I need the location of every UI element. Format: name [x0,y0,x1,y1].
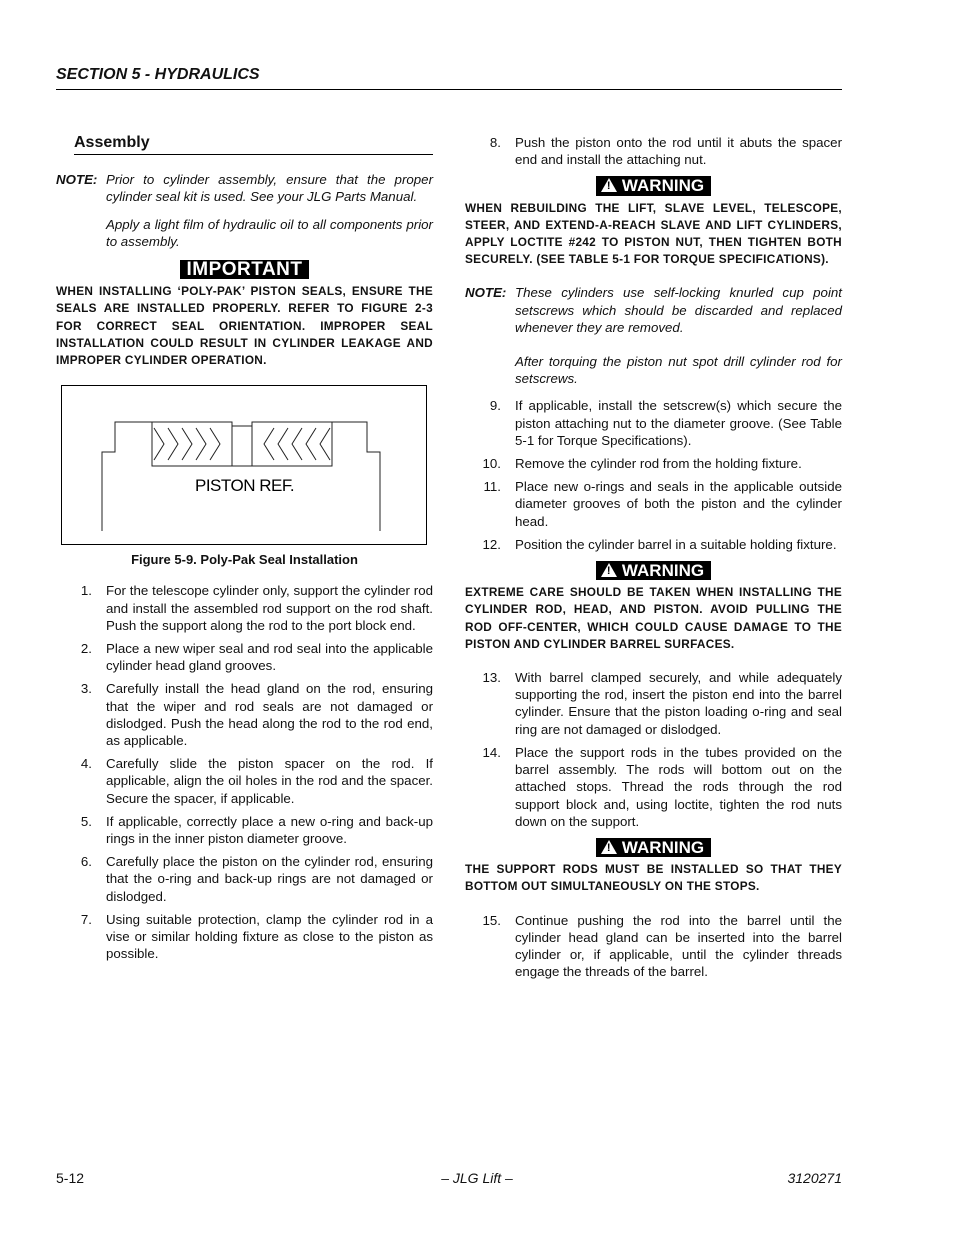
step-8-list [465,134,842,168]
step-text: Using suitable protection, clamp the cylinder rod in a vise or similar holding fixture as close to the piston as possible. [106,911,433,962]
step-number: 1. [80,583,92,599]
list-item [465,478,842,530]
figure-label: PISTON REF. [195,476,295,496]
step-number: 2. [80,641,92,657]
figure-caption: Figure 5-9. Poly-Pak Seal Installation [131,552,358,568]
footer-center: – JLG Lift – [441,1170,513,1186]
list-item [465,134,842,168]
right-column [465,134,842,986]
note-label: NOTE: [465,285,507,301]
step-number: 4. [80,756,92,772]
list-item [56,853,433,905]
step-text: If applicable, install the setscrew(s) which secure the piston attaching nut to the diameter groove. (See Table 5-1 for Torque Specifications). [515,398,842,448]
header-rule [56,89,842,90]
section-header: SECTION 5 - HYDRAULICS [56,66,260,83]
warning-text-2: EXTREME CARE SHOULD BE TAKEN WHEN INSTALLING THE CYLINDER ROD, HEAD, AND PISTON. AVOID PULLING THE ROD OFF-CENTER, WHICH COULD CAUSE DAMAGE TO THE PISTON AND CYLINDER BARREL SURFACES. [465,585,842,651]
step-number: 3. [80,681,92,697]
step-number: 5. [80,813,92,829]
warning-label: WARNING [621,837,705,857]
list-item [465,744,842,830]
list-item [56,813,433,847]
list-item [465,455,842,472]
step-text: Push the piston onto the rod until it abuts the spacer end and install the attaching nut. [515,135,842,168]
step-number: 6. [80,854,92,870]
step-text: Place the support rods in the tubes provided on the barrel assembly. The rods will bottom out on the attached stops. Thread the rods through the rod support block and, using loctite, tighten the rod nuts down on the support. [515,744,842,829]
step-text: If applicable, correctly place a new o-ring and back-up rings in the inner piston diameter groove. [106,813,433,847]
list-item [465,536,842,553]
left-step-list [56,582,433,962]
step-text: Carefully install the head gland on the rod, ensuring that the wiper and rod seals are not damaged or dislodged. Push the head along the rod to the rod end, as applicable. [106,681,433,749]
step-text: With barrel clamped securely, and while adequately supporting the rod, insert the piston end into the barrel cylinder. Ensure that the piston loading o-ring and seal ring are not damaged or dislodged. [515,670,842,737]
warning-badge-3 [596,838,711,857]
seal-figure [61,385,427,545]
seal-diagram [62,386,426,544]
warning-icon: ! [601,178,617,192]
step-text: Carefully slide the piston spacer on the rod. If applicable, align the oil holes in the rod and the spacer. Secure the spacer, if applicable. [106,756,433,806]
warning-label: WARNING [621,561,705,581]
step-text: For the telescope cylinder only, support the cylinder rod and install the assembled rod support on the rod shaft. Push the support along the rod to the port block end. [106,583,433,633]
warning-badge-1 [596,176,711,195]
step-number: 14. [482,744,501,760]
right-step-list-a [465,397,842,553]
step-text: Continue pushing the rod into the barrel until the cylinder head gland can be inserted into the barrel cylinder or, if applicable, until the cylinder threads engage the threads of the barrel. [515,912,842,980]
step-text: Place new o-rings and seals in the applicable outside diameter grooves of both the piston and the cylinder head. [515,479,842,529]
step-number: 10. [482,456,501,472]
note-label: NOTE: [56,172,98,188]
note-text-2: After torquing the piston nut spot drill cylinder rod for setscrews. [515,354,842,387]
step-text: Carefully place the piston on the cylinder rod, ensuring that the o-ring and back-up rings are not damaged or dislodged. [106,854,433,904]
step-number: 7. [80,911,92,927]
list-item [56,582,433,634]
important-text: WHEN INSTALLING ‘POLY-PAK’ PISTON SEALS, ENSURE THE SEALS ARE INSTALLED PROPERLY. REFER TO FIGURE 2-3 FOR CORRECT SEAL ORIENTATION. IMPROPER SEAL INSTALLATION COULD RESULT IN CYLINDER LEAKAGE AND IMPROPER CYLINDER OPERATION. [56,284,433,368]
step-text: Remove the cylinder rod from the holding fixture. [515,456,802,472]
important-badge: IMPORTANT [180,260,308,279]
warning-label: WARNING [621,176,705,196]
note-block-right [465,284,842,336]
step-number: 8. [489,135,501,150]
right-step-list-b [465,669,842,830]
list-item [465,912,842,981]
warning-text-1: WHEN REBUILDING THE LIFT, SLAVE LEVEL, TELESCOPE, STEER, AND EXTEND-A-REACH SLAVE AND LIFT CYLINDERS, APPLY LOCTITE #242 TO PISTON NUT, THEN TIGHTEN BOTH SECURELY. (SEE TABLE 5-1 FOR TORQUE SPECIFICATIONS). [465,200,842,267]
step-text: Place a new wiper seal and rod seal into the applicable cylinder head gland grooves. [106,641,433,674]
list-item [56,911,433,963]
step-number: 12. [482,536,501,552]
step-number: 13. [482,670,501,686]
note-text: Prior to cylinder assembly, ensure that the proper cylinder seal kit is used. See your JLG Parts Manual. [106,172,433,205]
step-number: 15. [482,912,501,928]
left-column [56,134,433,969]
warning-text-3: THE SUPPORT RODS MUST BE INSTALLED SO THAT THEY BOTTOM OUT SIMULTANEOUSLY ON THE STOPS. [465,862,842,894]
step-text: Position the cylinder barrel in a suitable holding fixture. [515,536,837,552]
list-item [56,680,433,749]
section-heading: Assembly [74,134,433,155]
list-item [465,669,842,738]
page-number: 5-12 [56,1170,85,1186]
note-block [56,171,433,205]
right-step-list-c [465,912,842,981]
step-number: 9. [489,398,501,414]
list-item [56,755,433,807]
list-item [465,397,842,449]
warning-badge-2 [596,561,711,580]
step-number: 11. [483,479,501,495]
list-item [56,640,433,674]
note-text-2: Apply a light film of hydraulic oil to all components prior to assembly. [106,216,433,249]
warning-icon: ! [601,840,617,854]
warning-icon: ! [601,563,617,577]
doc-number: 3120271 [787,1170,842,1186]
note-text: These cylinders use self-locking knurled cup point setscrews which should be discarded and replaced whenever they are removed. [515,285,842,335]
